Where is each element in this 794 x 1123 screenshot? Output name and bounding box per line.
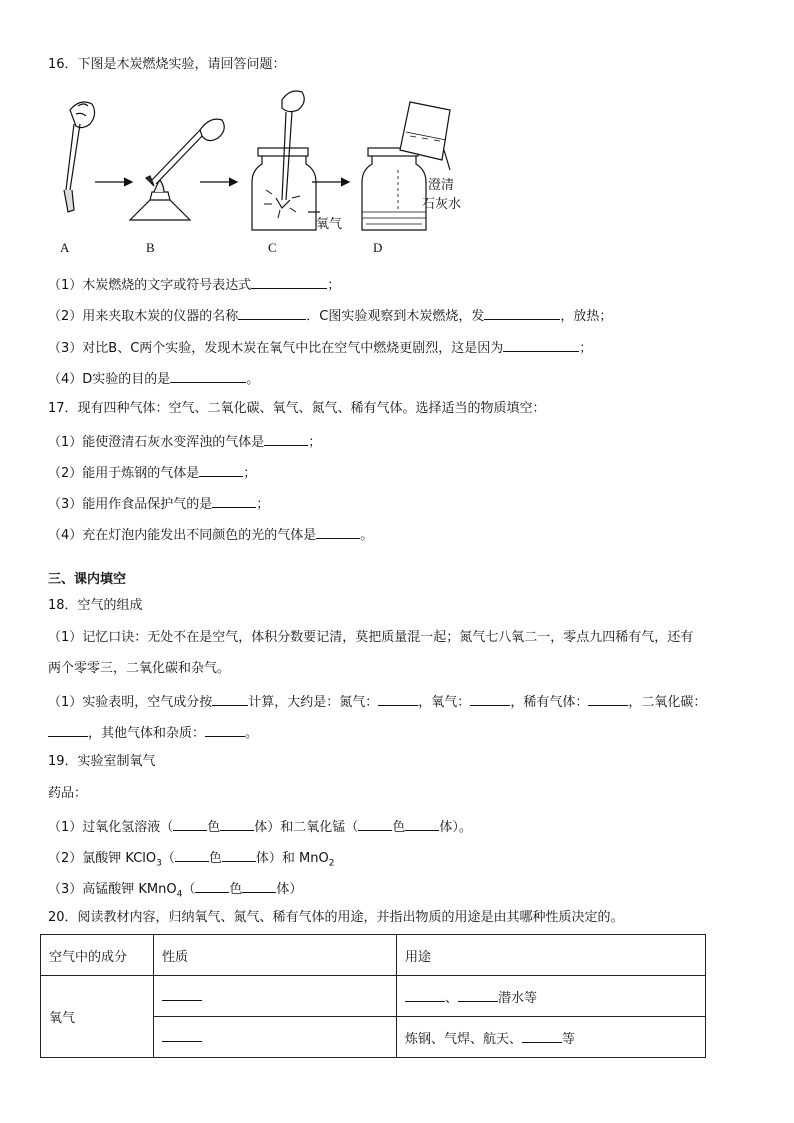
label-limewater-2: 石灰水	[422, 196, 462, 211]
blank[interactable]	[48, 723, 88, 737]
table-header: 性质	[154, 935, 397, 976]
q19-title: 19．实验室制氧气	[48, 754, 156, 769]
blank[interactable]	[484, 306, 560, 320]
table-cell	[154, 1017, 397, 1058]
blank[interactable]	[378, 692, 418, 706]
section-title: 三、课内填空	[48, 572, 127, 587]
blank[interactable]	[358, 817, 392, 831]
blank[interactable]	[199, 463, 243, 477]
blank[interactable]	[503, 338, 579, 352]
row-label-oxygen: 氧气	[41, 976, 154, 1058]
blank[interactable]	[170, 369, 246, 383]
blank[interactable]	[173, 817, 207, 831]
q16-title: 16．下图是木炭燃烧实验，请回答问题：	[48, 57, 286, 72]
blank[interactable]	[212, 692, 248, 706]
q18-mnemonic-1: （1）记忆口诀：无处不在是空气，体积分数要记清，莫把质量混一起；氮气七八氧二一，零点九四稀有气，还有	[48, 630, 694, 645]
blank[interactable]	[222, 848, 256, 862]
q19-part1: （1）过氧化氢溶液（ 色 体）和二氧化锰（ 色 体）。	[48, 817, 472, 836]
blank[interactable]	[162, 987, 202, 1001]
q16-part3: （3）对比B、C两个实验，发现木炭在氧气中比在空气中燃烧更剧烈，这是因为 ；	[48, 338, 592, 357]
label-d: D	[373, 240, 383, 255]
label-b: B	[146, 240, 155, 255]
label-limewater-1: 澄清	[428, 177, 455, 192]
label-c: C	[268, 240, 277, 255]
q19-drugs-label: 药品：	[48, 786, 88, 801]
uses-table	[40, 934, 706, 1058]
table-header: 用途	[397, 935, 706, 976]
blank[interactable]	[242, 879, 276, 893]
experiment-drawing	[50, 90, 480, 260]
blank[interactable]	[251, 275, 327, 289]
blank[interactable]	[264, 432, 308, 446]
blank[interactable]	[458, 988, 498, 1002]
label-oxygen: 氧气	[316, 216, 343, 231]
table-row	[41, 976, 706, 1017]
blank[interactable]	[195, 879, 229, 893]
q16-part4: （4）D实验的目的是 。	[48, 369, 259, 388]
blank[interactable]	[175, 848, 209, 862]
blank[interactable]	[205, 723, 245, 737]
q20-title: 20．阅读教材内容，归纳氧气、氮气、稀有气体的用途，并指出物质的用途是由其哪种性质决定的。	[48, 910, 624, 925]
q17-part2: （2）能用于炼钢的气体是 ；	[48, 463, 256, 482]
blank[interactable]	[588, 692, 628, 706]
q17-part3: （3）能用作食品保护气的是 ；	[48, 494, 269, 513]
q17-title: 17．现有四种气体：空气、二氧化碳、氧气、氮气、稀有气体。选择适当的物质填空：	[48, 401, 546, 416]
label-a: A	[60, 240, 70, 255]
table-header: 空气中的成分	[41, 935, 154, 976]
q18-part2-line2: ，其他气体和杂质： 。	[48, 723, 258, 742]
blank[interactable]	[212, 494, 256, 508]
q16-part2: （2）用来夹取木炭的仪器的名称 ．C图实验观察到木炭燃烧，发 ，放热；	[48, 306, 612, 325]
table-cell	[154, 976, 397, 1017]
q17-part1: （1）能使澄清石灰水变浑浊的气体是 ；	[48, 432, 321, 451]
blank[interactable]	[522, 1029, 562, 1043]
q17-part4: （4）充在灯泡内能发出不同颜色的光的气体是 。	[48, 525, 373, 544]
q18-mnemonic-2: 两个零零三，二氧化碳和杂气。	[48, 661, 231, 676]
table-cell: 、 潜水等	[397, 976, 706, 1017]
q16-part1: （1）木炭燃烧的文字或符号表达式 ；	[48, 275, 340, 294]
table-header-row	[41, 935, 706, 976]
blank[interactable]	[220, 817, 254, 831]
blank[interactable]	[238, 306, 306, 320]
q18-part2-line1: （1）实验表明，空气成分按 计算，大约是：氮气： ，氧气： ，稀有气体： ，二氧化碳：	[48, 692, 706, 711]
blank[interactable]	[162, 1028, 202, 1042]
blank[interactable]	[405, 988, 445, 1002]
q19-part2: （2）氯酸钾 KClO$_3$（ 色 体）和 MnO$_2$	[48, 848, 334, 872]
charcoal-experiment-figure	[50, 90, 480, 260]
blank[interactable]	[405, 817, 439, 831]
blank[interactable]	[470, 692, 510, 706]
q18-title: 18．空气的组成	[48, 598, 143, 613]
blank[interactable]	[316, 525, 360, 539]
table-cell: 炼钢、气焊、航天、 等	[397, 1017, 706, 1058]
q19-part3: （3）高锰酸钾 KMnO$_4$（ 色 体）	[48, 879, 302, 903]
